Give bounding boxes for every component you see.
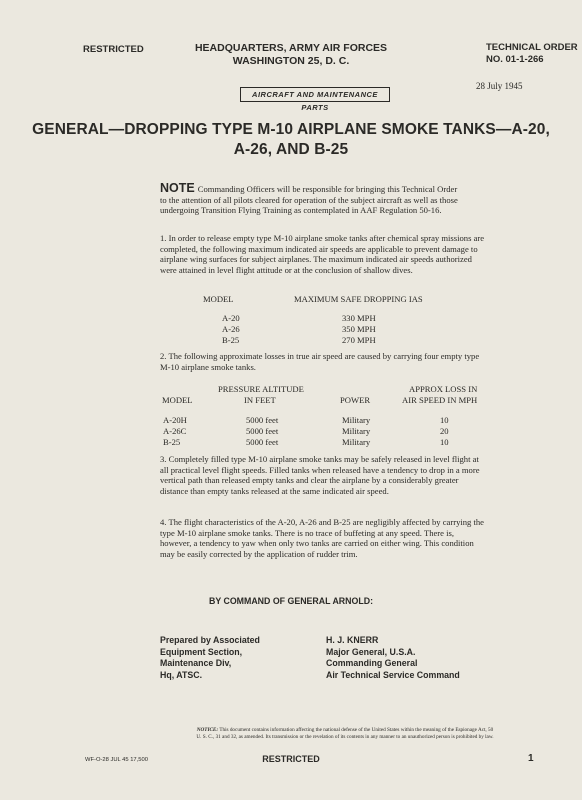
table2-cell-power: Military bbox=[342, 415, 371, 425]
document-title bbox=[30, 120, 552, 160]
table2-cell-model: A-20H bbox=[163, 415, 187, 425]
issue-date: 28 July 1945 bbox=[476, 81, 523, 91]
signature-rank: Major General, U.S.A. bbox=[326, 646, 416, 657]
table2-cell-altitude: 5000 feet bbox=[246, 415, 279, 425]
table2-header-altitude-1: PRESSURE ALTITUDE bbox=[218, 384, 304, 394]
note-text: Commanding Officers will be responsible for bringing this Technical Order to the attention of all pilots cleared for operation of the subject aircraft as well as those undergoing Transition Flying Training as contemplated in AAF Regulation 50-16. bbox=[160, 184, 458, 215]
table2-cell-altitude: 5000 feet bbox=[246, 437, 279, 447]
table2-cell-model: A-26C bbox=[163, 426, 187, 436]
notice-label: NOTICE: bbox=[196, 727, 219, 733]
table2-cell-loss: 20 bbox=[440, 426, 449, 436]
restricted-marking-top: RESTRICTED bbox=[83, 44, 144, 55]
paragraph-2: 2. The following approximate losses in true air speed are caused by carrying four empty type M-10 airplane smoke tanks. bbox=[160, 351, 480, 372]
title-line-2: A-26, AND B-25 bbox=[233, 141, 349, 158]
table2-cell-loss: 10 bbox=[440, 437, 449, 447]
table1-cell-model: A-26 bbox=[222, 324, 240, 334]
note-block bbox=[160, 183, 460, 216]
table2-cell-power: Military bbox=[342, 426, 371, 436]
table2-header-power: POWER bbox=[340, 395, 371, 405]
table1-cell-ias: 270 MPH bbox=[342, 335, 376, 345]
notice-text: This document contains information affecting the national defense of the United States within the meaning of the Espionage Act, 50 U. S. C., 31 and 32, as amended. Its transmission or the revelation of its contents in any manner to an unauthorized person is prohibited by law. bbox=[196, 727, 494, 740]
table1-header-model: MODEL bbox=[203, 294, 234, 304]
to-number: NO. 01-1-266 bbox=[486, 54, 544, 65]
paragraph-4: 4. The flight characteristics of the A-20, A-26 and B-25 are negligibly affected by carrying the type M-10 airplane smoke tanks. There is no trace of buffeting at any speed. There is, however, a tendency to yaw when only two tanks are carried on either wing. This condition may be easily corrected by the application of rudder trim. bbox=[160, 517, 484, 559]
paragraph-1: 1. In order to release empty type M-10 airplane smoke tanks after chemical spray missions are completed, the following maximum indicated air speeds are applicable to prevent damage to airplane wing surfaces for subject airplanes. The maximum indicated air speeds authorized were attained in level flight attitude or at the conclusion of shallow dives. bbox=[160, 233, 485, 275]
table1-cell-model: B-25 bbox=[222, 335, 240, 345]
table2-header-model: MODEL bbox=[162, 395, 193, 405]
restricted-marking-bottom: RESTRICTED bbox=[262, 754, 320, 764]
signature-title: Commanding General bbox=[326, 658, 418, 668]
security-notice bbox=[196, 727, 494, 740]
to-label: TECHNICAL ORDER bbox=[486, 42, 578, 53]
prepared-line: Maintenance Div, bbox=[160, 658, 232, 668]
prepared-line: Hq, ATSC. bbox=[160, 669, 203, 680]
prepared-line: Prepared by Associated bbox=[160, 635, 260, 645]
table1-cell-ias: 350 MPH bbox=[342, 324, 376, 334]
table2-header-loss-2: AIR SPEED IN MPH bbox=[402, 395, 478, 405]
signature-command: Air Technical Service Command bbox=[326, 669, 460, 680]
category-stamp: AIRCRAFT AND MAINTENANCE PARTS bbox=[240, 87, 390, 102]
hq-line-2: WASHINGTON 25, D. C. bbox=[232, 55, 350, 67]
command-line: BY COMMAND OF GENERAL ARNOLD: bbox=[208, 596, 374, 606]
table1-cell-model: A-20 bbox=[222, 313, 240, 323]
page-number: 1 bbox=[528, 753, 534, 764]
prepared-line: Equipment Section, bbox=[160, 646, 243, 657]
hq-line-1: HEADQUARTERS, ARMY AIR FORCES bbox=[194, 42, 388, 54]
table2-header-loss-1: APPROX LOSS IN bbox=[409, 384, 478, 394]
table2-header-altitude-2: IN FEET bbox=[244, 395, 276, 405]
table1-header-ias: MAXIMUM SAFE DROPPING IAS bbox=[294, 294, 423, 304]
table1-cell-ias: 330 MPH bbox=[342, 313, 376, 323]
title-line-1: GENERAL—DROPPING TYPE M-10 AIRPLANE SMOKE TANKS—A-20, bbox=[32, 121, 550, 138]
table2-cell-power: Military bbox=[342, 437, 371, 447]
table2-cell-altitude: 5000 feet bbox=[246, 426, 279, 436]
table2-cell-model: B-25 bbox=[163, 437, 181, 447]
paragraph-3: 3. Completely filled type M-10 airplane smoke tanks may be safely released in level flight at all practical level flight speeds. Filled tanks when released have a tendency to drop in a more vertical path than released empty tanks and clear the airplane by a considerably greater distance than empty tanks released at the same indicated air speed. bbox=[160, 454, 480, 496]
table2-cell-loss: 10 bbox=[440, 415, 449, 425]
note-label: NOTE bbox=[160, 181, 195, 195]
prepared-by-block bbox=[160, 635, 260, 681]
signature-block bbox=[326, 635, 460, 681]
form-number: WF-O-28 JUL 45 17,500 bbox=[85, 757, 148, 763]
technical-order-number bbox=[486, 42, 578, 66]
signature-name: H. J. KNERR bbox=[326, 635, 379, 645]
